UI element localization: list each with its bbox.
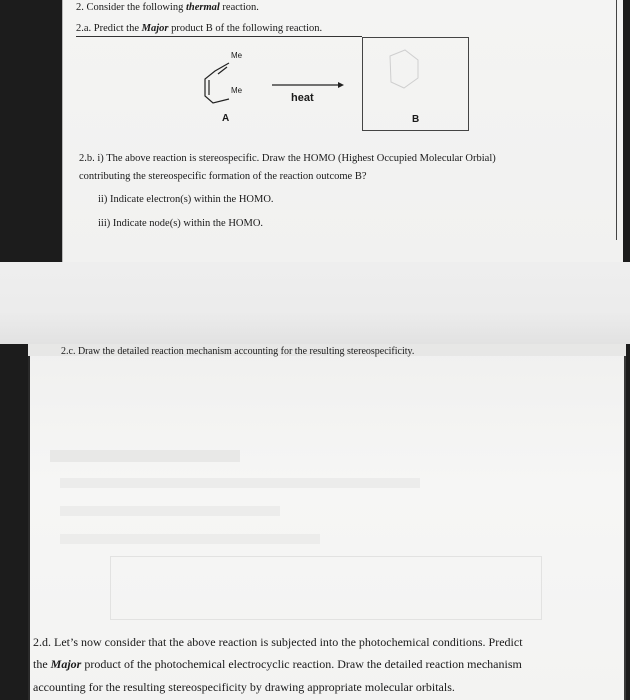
reactant-a-structure <box>205 63 229 103</box>
question-2c-prompt: 2.c. Draw the detailed reaction mechanism accounting for the resulting stereospecificity. <box>61 346 415 357</box>
page-border-left <box>28 344 30 700</box>
reaction-arrow <box>272 82 344 88</box>
question-text-end: reaction. <box>222 2 259 13</box>
photo-gap <box>0 262 630 344</box>
page-border-right <box>624 344 626 700</box>
product-label: B <box>412 114 420 125</box>
reaction-condition: heat <box>291 92 314 104</box>
question-2b-ii: ii) Indicate electron(s) within the HOMO. <box>98 194 274 205</box>
emphasis-major: Major <box>50 657 82 671</box>
emphasis-major: Major <box>141 23 169 34</box>
methyl-label-top: Me <box>231 51 243 60</box>
methyl-label-bottom: Me <box>231 86 243 95</box>
question-text: Consider the following <box>86 2 184 13</box>
question-2b-iii: iii) Indicate node(s) within the HOMO. <box>98 218 264 229</box>
emphasis-thermal: thermal <box>185 2 220 13</box>
show-through-block <box>60 534 320 544</box>
question-number: 2. <box>76 2 84 13</box>
question-number: 2.a. <box>76 23 92 34</box>
question-text-end: product of the photochemical electrocyclic reaction. Draw the detailed reaction mechanism <box>84 657 522 671</box>
question-text: Predict the <box>93 23 139 34</box>
show-through-block <box>60 506 280 516</box>
question-text: the <box>33 657 48 671</box>
question-2b-line2: contributing the stereospecific formation of the reaction outcome B? <box>79 171 367 182</box>
question-2b-line1: 2.b. i) The above reaction is stereospecific. Draw the HOMO (Highest Occupied Molecular Orbial) <box>79 153 496 164</box>
question-text-end: product B of the following reaction. <box>171 23 323 34</box>
show-through-frame <box>110 556 542 620</box>
question-2d-line1: 2.d. Let’s now consider that the above reaction is subjected into the photochemical conditions. Predict <box>33 635 523 649</box>
question-2d-line3: accounting for the resulting stereospecificity by drawing appropriate molecular orbitals. <box>33 680 455 694</box>
question-2d-line2 <box>33 658 522 670</box>
show-through-block <box>60 478 420 488</box>
reactant-label: A <box>222 113 230 124</box>
show-through-block <box>50 450 240 462</box>
reaction-scheme <box>0 0 630 140</box>
